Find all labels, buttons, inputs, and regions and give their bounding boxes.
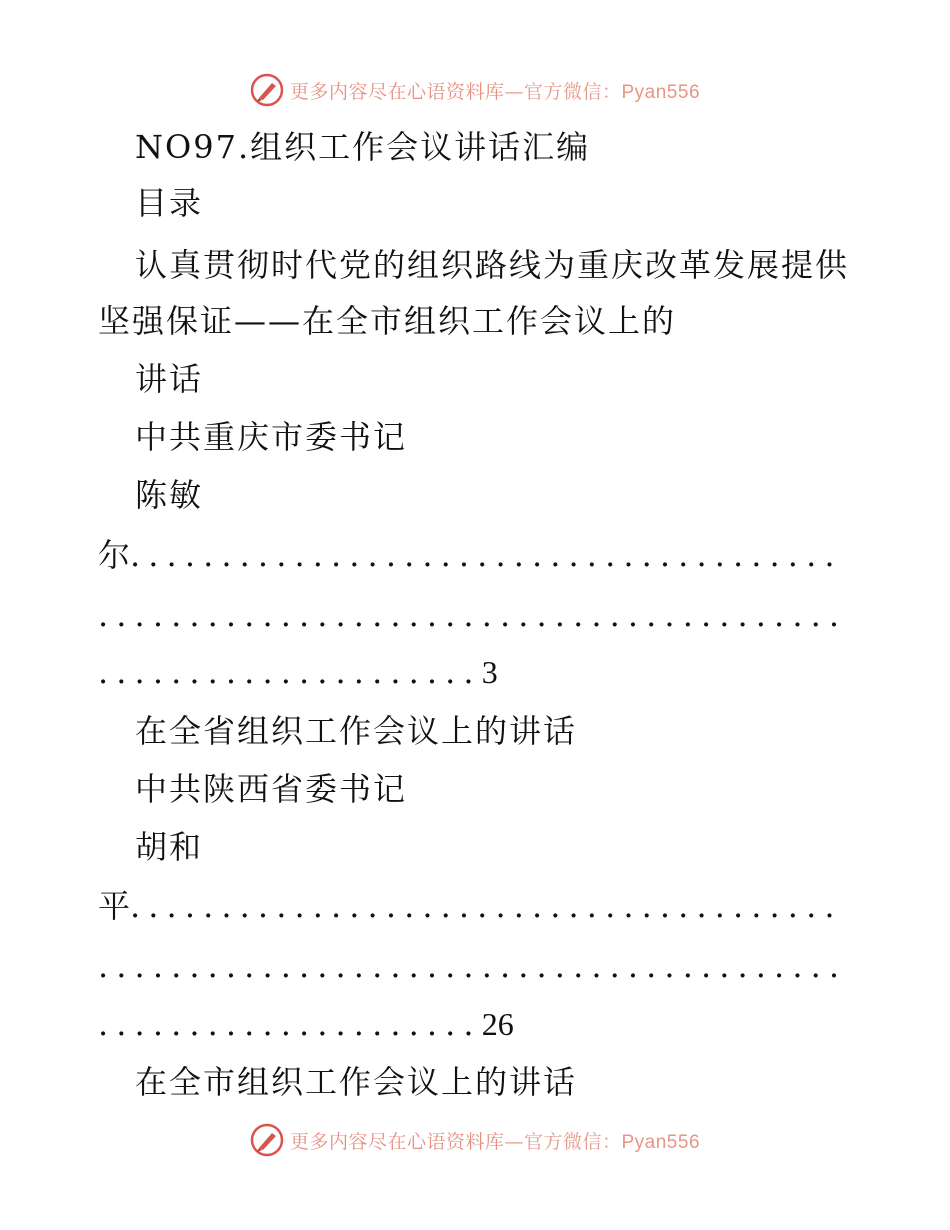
toc-entry-title-line: 坚强保证——在全市组织工作会议上的: [98, 302, 677, 340]
watermark-wechat-id: Pyan556: [621, 81, 701, 103]
watermark-brand: 更多内容尽在心语资料库: [289, 80, 505, 103]
toc-entry-page-number: 3: [481, 654, 498, 690]
watermark-footer: [0, 1120, 950, 1160]
document-title: NO97.组织工作会议讲话汇编: [135, 128, 591, 166]
dot-leader: .........................................: [98, 596, 848, 634]
watermark-dash: —: [504, 1130, 524, 1153]
watermark-text: [290, 1127, 700, 1154]
dot-leader: .....................: [98, 1005, 482, 1043]
toc-entry-author-position: 中共陕西省委书记: [135, 770, 408, 808]
dot-leader: .........................................: [98, 947, 848, 985]
toc-entry-page-line: [98, 1004, 514, 1044]
watermark-brand: 更多内容尽在心语资料库: [289, 1130, 505, 1153]
watermark-text: [290, 77, 700, 104]
toc-entry-author-name: 胡和: [135, 828, 204, 866]
toc-entry-title-line: 在全省组织工作会议上的讲话: [135, 712, 578, 750]
toc-entry-leader-line: [98, 535, 843, 575]
toc-entry-page-number: 26: [481, 1006, 514, 1042]
toc-entry-author-name: 陈敏: [135, 476, 204, 514]
dot-leader: .......................................: [130, 536, 843, 574]
pen-logo-icon: [250, 1123, 284, 1157]
dot-leader: .....................: [98, 653, 482, 691]
pen-logo-icon: [250, 73, 284, 107]
toc-entry-title-line: 在全市组织工作会议上的讲话: [135, 1063, 578, 1101]
toc-heading: 目录: [135, 184, 204, 222]
watermark-dash: —: [504, 80, 524, 103]
watermark-official: 官方微信：: [523, 80, 622, 103]
toc-entry-title-line: 认真贯彻时代党的组织路线为重庆改革发展提供: [135, 246, 850, 284]
toc-entry-leader-line: [98, 886, 843, 926]
toc-entry-page-line: [98, 652, 498, 692]
watermark-header: [0, 70, 950, 110]
watermark-wechat-id: Pyan556: [621, 1131, 701, 1153]
dot-leader: .......................................: [130, 887, 843, 925]
toc-entry-author-position: 中共重庆市委书记: [135, 418, 408, 456]
toc-entry-author-name-end: 尔: [98, 536, 131, 574]
toc-entry-author-name-end: 平: [98, 887, 131, 925]
toc-entry-title-line: 讲话: [135, 360, 204, 398]
watermark-official: 官方微信：: [523, 1130, 622, 1153]
